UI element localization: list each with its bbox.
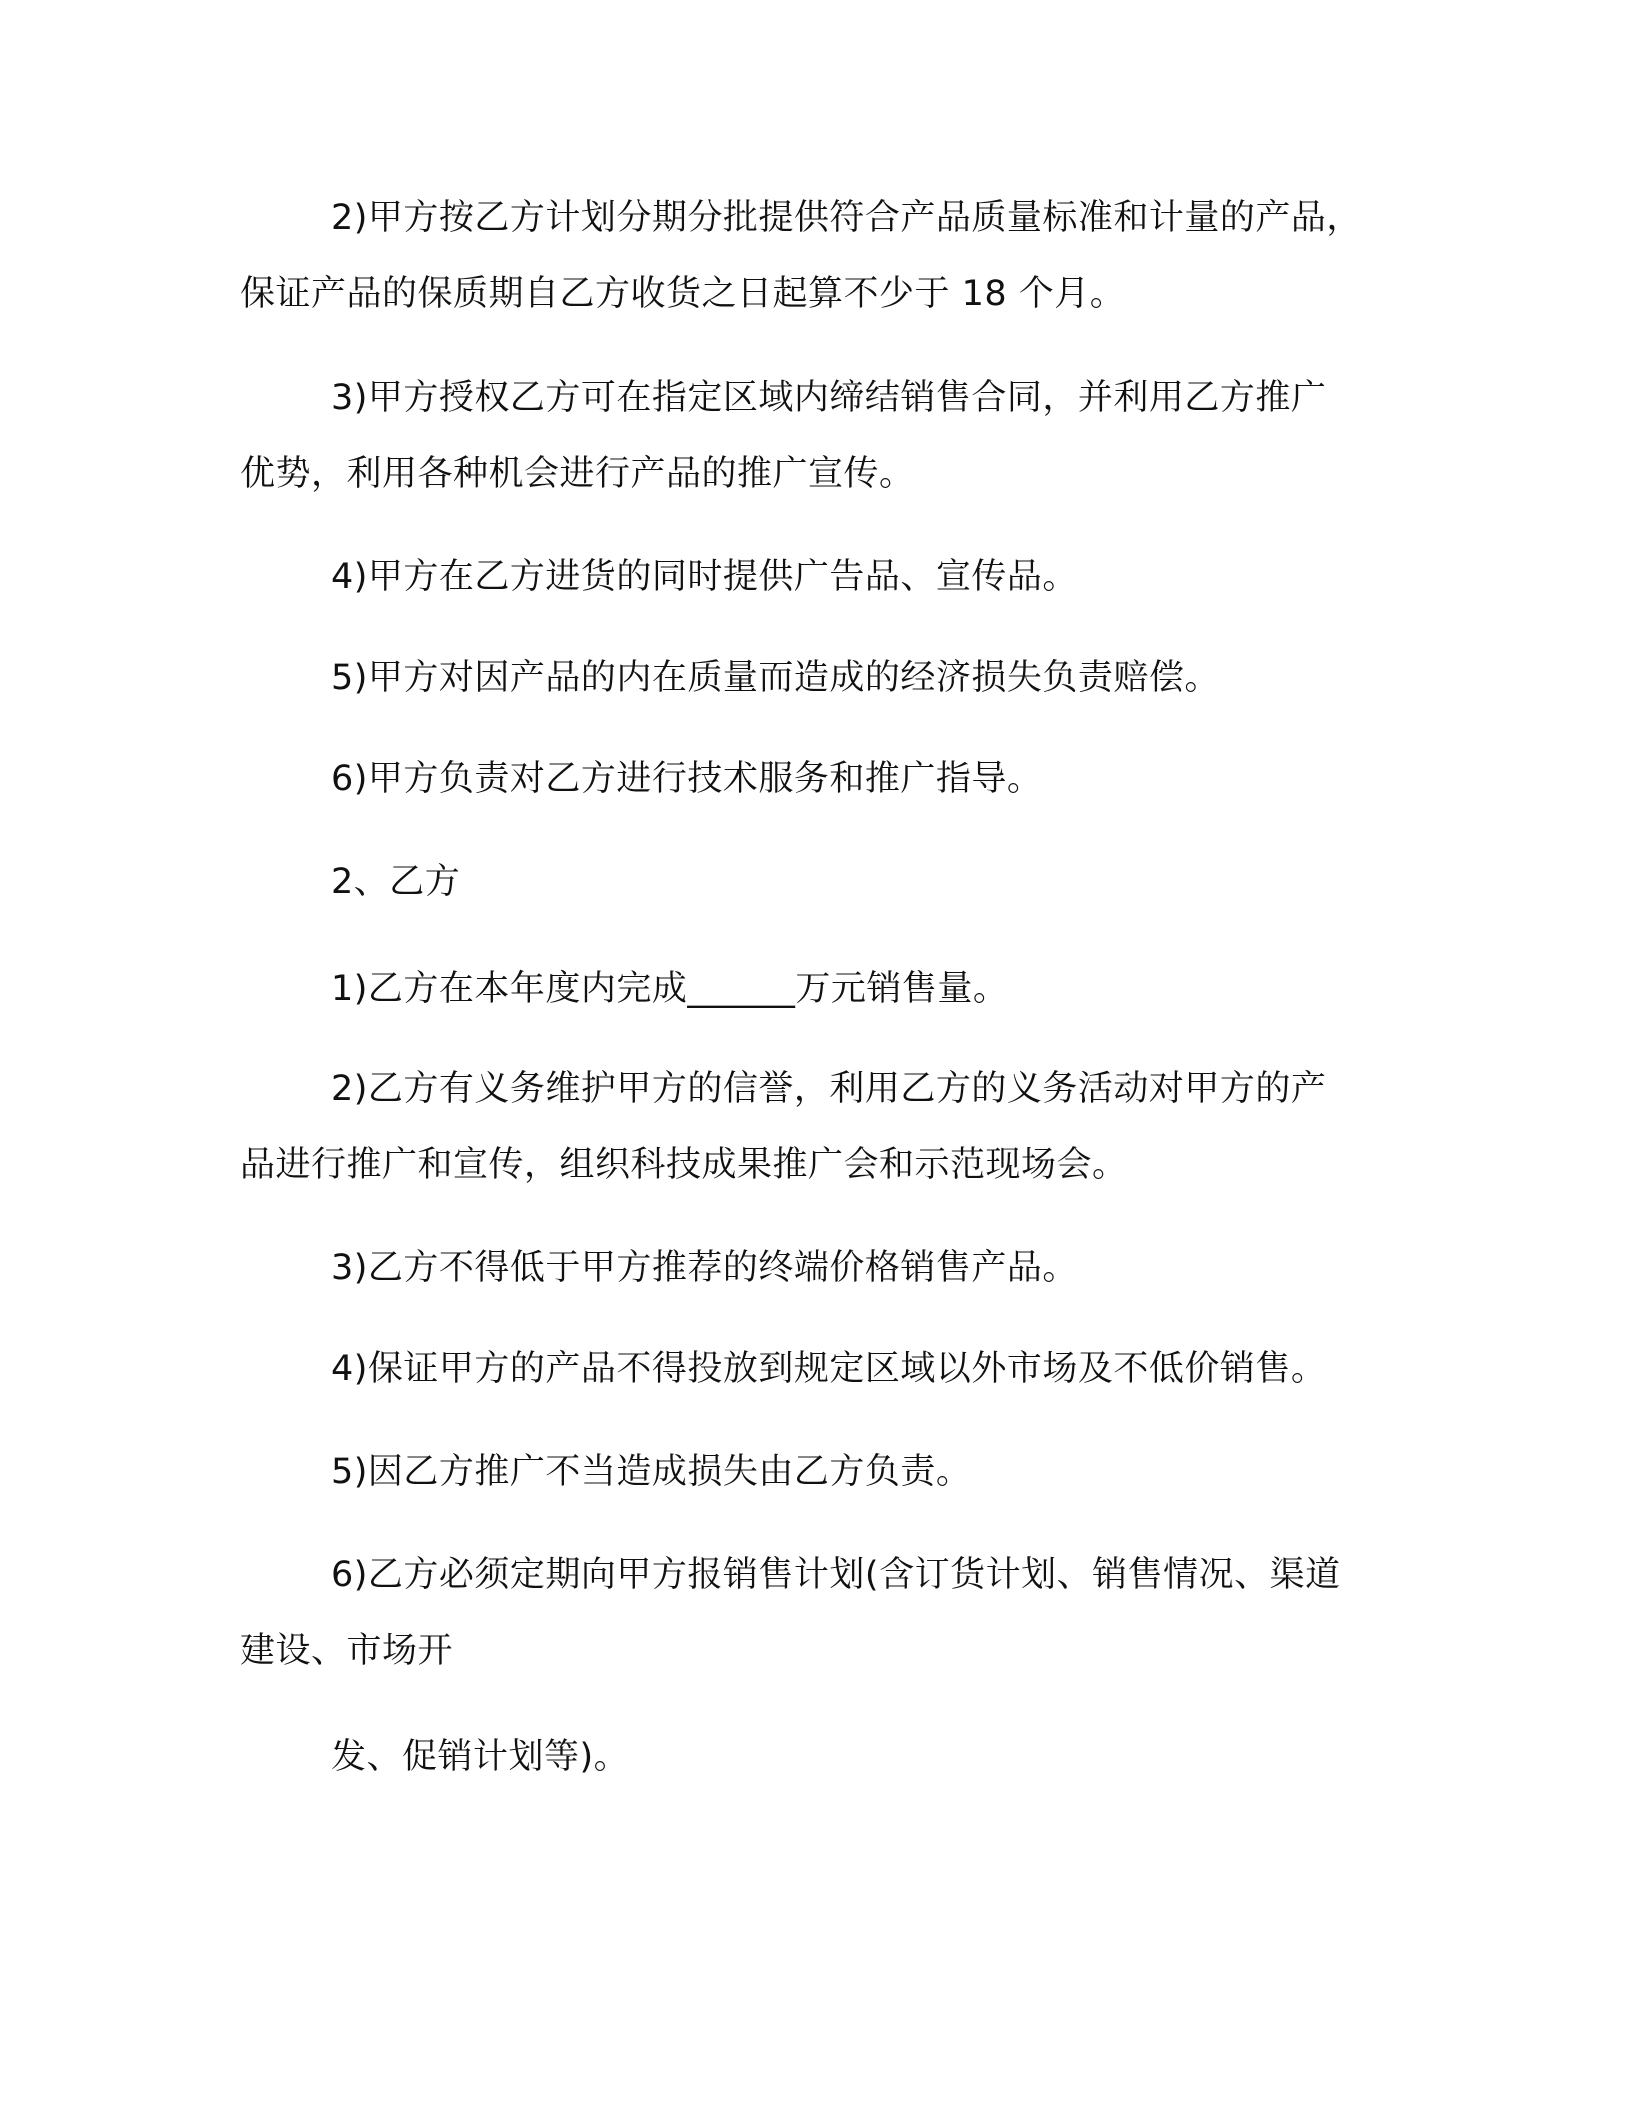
paragraph-line: 品进行推广和宣传，组织科技成果推广会和示范现场会。 [240,1145,1128,1185]
paragraph-line: 5)甲方对因产品的内在质量而造成的经济损失负责赔偿。 [331,658,1220,698]
paragraph-line: 发、促销计划等)。 [331,1737,630,1777]
section-heading: 2、乙方 [331,862,461,902]
paragraph-line: 保证产品的保质期自乙方收货之日起算不少于 18 个月。 [240,274,1126,314]
paragraph-line: 4)甲方在乙方进货的同时提供广告品、宣传品。 [331,557,1078,597]
paragraph-line: 1)乙方在本年度内完成______万元销售量。 [331,969,1009,1009]
paragraph-line: 5)因乙方推广不当造成损失由乙方负责。 [331,1452,972,1492]
paragraph-line: 4)保证甲方的产品不得投放到规定区域以外市场及不低价销售。 [331,1349,1327,1389]
paragraph-line: 6)乙方必须定期向甲方报销售计划(含订货计划、销售情况、渠道 [331,1555,1341,1595]
paragraph-line: 3)乙方不得低于甲方推荐的终端价格销售产品。 [331,1248,1078,1288]
paragraph-line: 优势，利用各种机会进行产品的推广宣传。 [240,454,915,494]
paragraph-line: 3)甲方授权乙方可在指定区域内缔结销售合同，并利用乙方推广 [331,378,1327,418]
paragraph-line: 2)甲方按乙方计划分期分批提供符合产品质量标准和计量的产品， [331,198,1362,238]
paragraph-line: 2)乙方有义务维护甲方的信誉，利用乙方的义务活动对甲方的产 [331,1069,1327,1109]
paragraph-line: 建设、市场开 [240,1631,454,1671]
paragraph-line: 6)甲方负责对乙方进行技术服务和推广指导。 [331,759,1043,799]
